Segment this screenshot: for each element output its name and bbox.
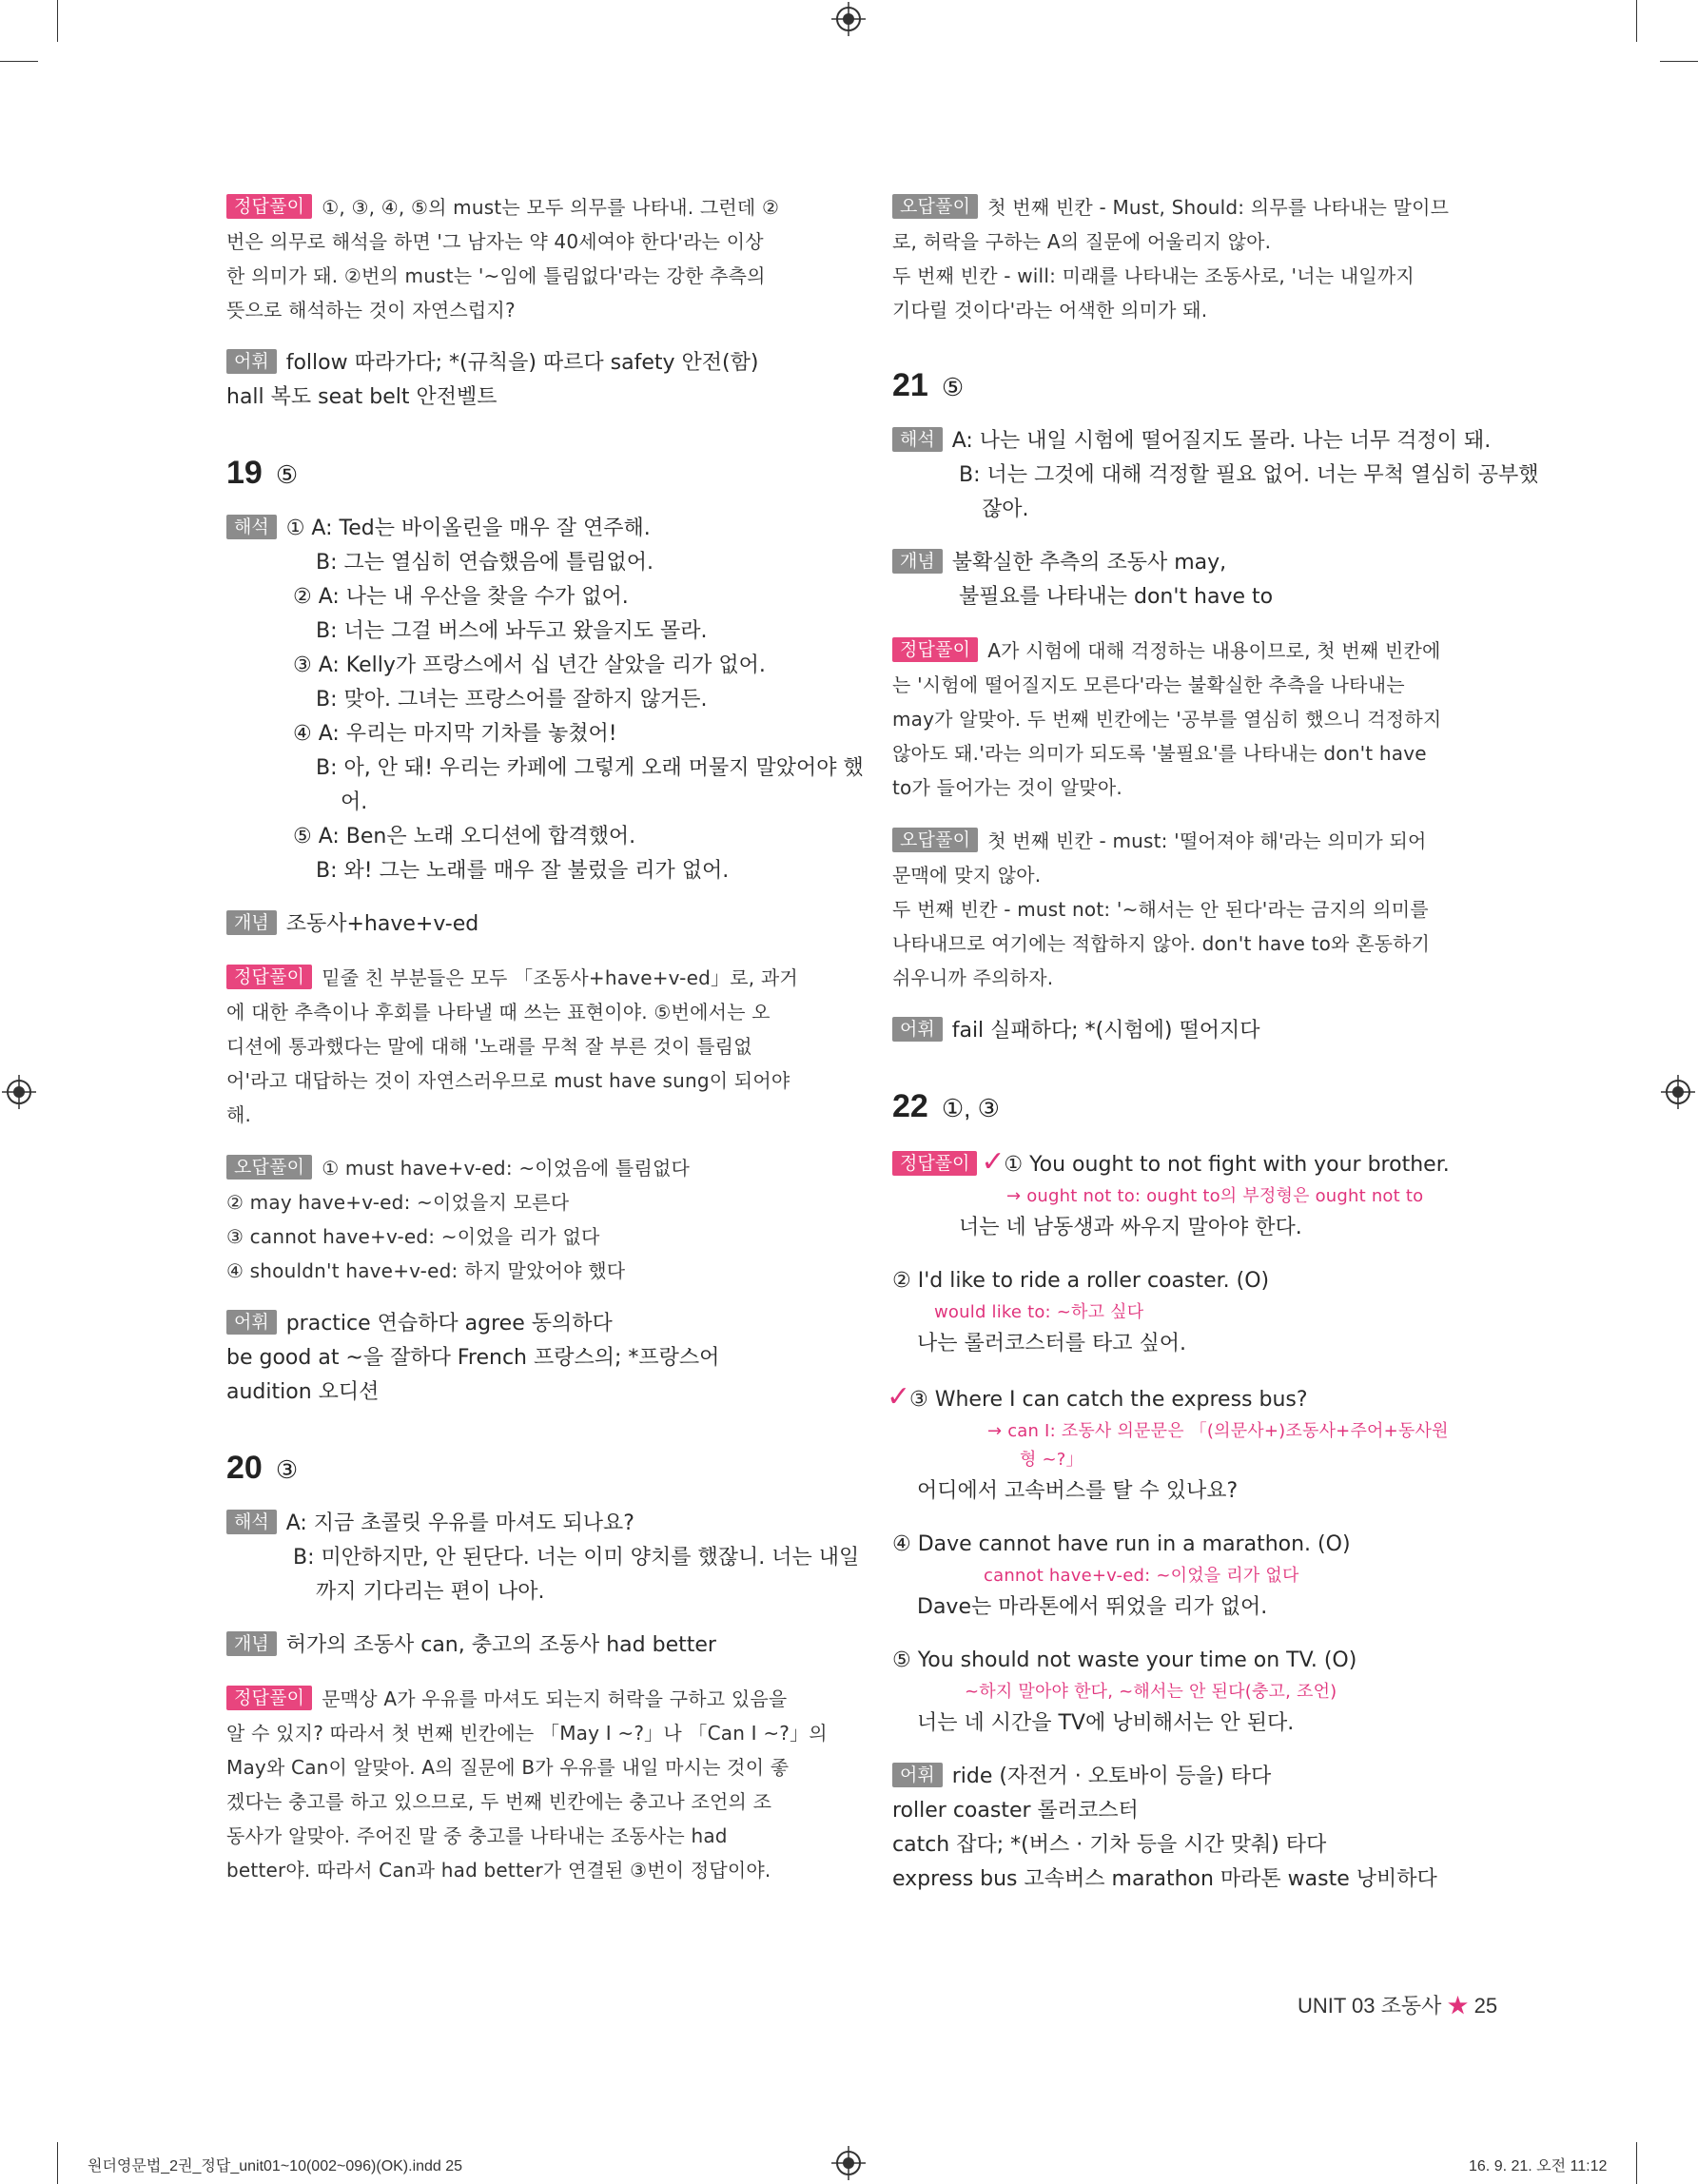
text-line: 해. [226,1103,252,1126]
registration-mark-icon [1661,1075,1695,1109]
q21-wrong-explanation [892,824,1501,995]
text-line: ① A: Ted는 바이올린을 매우 잘 연주해. [285,517,651,540]
correction-note: → ought not to: ought to의 부정형은 ought not to [1006,1186,1424,1206]
crop-mark [1636,2142,1637,2184]
text-line: B: 아, 안 돼! 우리는 카페에 그렇게 오래 머물지 말았어야 했 [316,756,864,780]
wrong-tag: 오답풀이 [892,194,978,219]
text-line: B: 맞아. 그녀는 프랑스어를 잘하지 않거든. [316,688,708,712]
q20-translation [226,1507,860,1609]
text-line: fail 실패하다; *(시험에) 떨어지다 [951,1019,1260,1043]
question-number: 20 [226,1450,263,1486]
vocab-tag: 어휘 [892,1017,943,1042]
text-line: B: 너는 그것에 대해 걱정할 필요 없어. 너는 무척 열심히 공부했 [959,463,1539,487]
sentence: ① You ought to not fight with your brother. [1004,1153,1450,1177]
text-line: 두 번째 빈칸 - must not: '~해서는 안 된다'라는 금지의 의미를 [892,898,1429,921]
text-line: ② A: 나는 내 우산을 찾을 수가 없어. [293,585,629,609]
q19-wrong-explanation [226,1151,835,1288]
text-line: ⑤ A: Ben은 노래 오디션에 합격했어. [293,825,636,848]
q19-translation [226,512,864,888]
text-line: 않아도 돼.'라는 의미가 되도록 '불필요'를 나타내는 don't have [892,742,1427,765]
text-line: 두 번째 빈칸 - will: 미래를 나타내는 조동사로, '너는 내일까지 [892,264,1415,287]
right-column [887,190,1539,1916]
question-number: 22 [892,1088,928,1124]
q22-item [892,1145,1501,1245]
text-line: ①, ③, ④, ⑤의 must는 모두 의무를 나타내. 그런데 ② [322,196,780,219]
text-line: 잖아. [982,497,1029,521]
q21-concept [892,546,1501,614]
text-line: ① must have+v-ed: ~이었음에 틀림없다 [322,1157,690,1180]
sentence: ③ Where I can catch the express bus? [909,1388,1308,1412]
text-line: A: 나는 내일 시험에 떨어질지도 몰라. 나는 너무 걱정이 돼. [951,429,1492,453]
question-heading [892,1082,1501,1132]
crop-mark [57,2142,58,2184]
correction-note: 형 ~?」 [1020,1450,1083,1470]
text-line: 알 수 있지? 따라서 첫 번째 빈칸에는 「May I ~?」나 「Can I ~?」의 [226,1722,828,1745]
print-slug-filename: 원더영문법_2권_정답_unit01~10(002~096)(OK).indd 25 [88,2158,463,2174]
text-line: ③ cannot have+v-ed: ~이었을 리가 없다 [226,1225,600,1248]
text-line: B: 너는 그걸 버스에 놔두고 왔을지도 몰라. [316,619,708,643]
check-mark-icon: ✓ [981,1145,1005,1179]
translation-tag: 해석 [226,1510,277,1534]
q20-concept [226,1628,835,1663]
translation-tag: 해석 [892,427,943,452]
text-line: 어'라고 대답하는 것이 자연스러우므로 must have sung이 되어야 [226,1069,790,1092]
translation-line: 나는 롤러코스터를 타고 싶어. [917,1332,1186,1355]
question-number: 19 [226,455,263,491]
question-answer: ⑤ [941,373,965,401]
text-line: better야. 따라서 Can과 had better가 연결된 ③번이 정답이야. [226,1859,771,1882]
translation-line: Dave는 마라톤에서 뛰었을 리가 없어. [917,1595,1268,1619]
star-icon: ★ [1447,1994,1469,2018]
q20-answer-explanation [226,1682,835,1887]
question-number: 21 [892,367,928,403]
question-heading [226,449,835,498]
concept-tag: 개념 [226,910,277,935]
vocab-tag: 어휘 [226,349,277,374]
question-answer: ⑤ [275,460,299,489]
text-line: to가 들어가는 것이 알맞아. [892,776,1122,799]
text-line: B: 그는 열심히 연습했음에 틀림없어. [316,551,654,575]
question-heading [226,1444,835,1493]
concept-tag: 개념 [226,1631,277,1656]
text-line: ③ A: Kelly가 프랑스에서 십 년간 살았을 리가 없어. [293,653,766,677]
answer-tag: 정답풀이 [892,637,978,662]
text-line: ④ shouldn't have+v-ed: 하지 말았어야 했다 [226,1259,626,1282]
correction-note: cannot have+v-ed: ~이었을 리가 없다 [984,1566,1299,1586]
q22-vocab [892,1760,1501,1897]
text-line: 번은 의무로 해석을 하면 '그 남자는 약 40세여야 한다'라는 이상 [226,230,764,253]
sentence: ② I'd like to ride a roller coaster. (O) [892,1269,1270,1293]
wrong-tag: 오답풀이 [892,828,978,852]
registration-mark-icon [2,1075,36,1109]
text-line: ② may have+v-ed: ~이었을지 모른다 [226,1191,570,1214]
text-line: May와 Can이 알맞아. A의 질문에 B가 우유를 내일 마시는 것이 좋 [226,1756,790,1779]
text-line: 기다릴 것이다'라는 어색한 의미가 돼. [892,299,1208,322]
text-line: may가 알맞아. 두 번째 빈칸에는 '공부를 열심히 했으니 걱정하지 [892,708,1442,731]
q22-item [892,1528,1501,1625]
question-answer: ①, ③ [941,1094,1000,1122]
text-line: 에 대한 추측이나 후회를 나타낼 때 쓰는 표현이야. ⑤번에서는 오 [226,1001,771,1024]
question-heading [892,361,1501,411]
q20-wrong-explanation [892,190,1501,327]
text-line: 첫 번째 빈칸 - must: '떨어져야 해'라는 의미가 되어 [987,829,1427,852]
text-line: 첫 번째 빈칸 - Must, Should: 의무를 나타내는 말이므 [987,196,1450,219]
page-number: 25 [1474,1994,1498,2018]
print-slug-timestamp: 16. 9. 21. 오전 11:12 [1469,2158,1608,2174]
crop-mark [0,61,38,62]
registration-mark-icon [831,2,866,36]
translation-line: 어디에서 고속버스를 탈 수 있나요? [917,1479,1239,1503]
check-mark-icon: ✓ [887,1380,911,1414]
text-line: 한 의미가 돼. ②번의 must는 '~임에 틀림없다'라는 강한 추측의 [226,264,766,287]
text-line: audition 오디션 [226,1380,380,1404]
text-line: 는 '시험에 떨어질지도 모른다'라는 불확실한 추측을 나타내는 [892,673,1405,696]
text-line: A가 시험에 대해 걱정하는 내용이므로, 첫 번째 빈칸에 [987,639,1441,662]
translation-tag: 해석 [226,515,277,539]
text-line: catch 잡다; *(버스 · 기차 등을 시간 맞춰) 타다 [892,1833,1327,1857]
unit-label: UNIT 03 조동사 [1298,1994,1442,2018]
translation-line: 너는 네 시간을 TV에 낭비해서는 안 된다. [917,1711,1295,1735]
text-line: 밑줄 친 부분들은 모두 「조동사+have+v-ed」로, 과거 [322,966,798,989]
q21-vocab [892,1014,1501,1048]
concept-tag: 개념 [892,549,943,574]
q22-item [892,1644,1501,1741]
answer-tag: 정답풀이 [892,1151,977,1176]
sentence: ⑤ You should not waste your time on TV. (O) [892,1648,1357,1672]
answer-tag: 정답풀이 [226,1686,312,1710]
text-line: 디션에 통과했다는 말에 대해 '노래를 무척 잘 부른 것이 틀림없 [226,1035,752,1058]
text-line: follow 따라가다; *(규칙을) 따르다 safety 안전(함) [285,351,759,375]
text-line: 불확실한 추측의 조동사 may, [951,551,1227,575]
q21-answer-explanation [892,634,1501,805]
correction-note: → can I: 조동사 의문문은 「(의문사+)조동사+주어+동사원 [987,1421,1449,1441]
text-line: B: 와! 그는 노래를 매우 잘 불렀을 리가 없어. [316,859,730,883]
text-line: 문맥에 맞지 않아. [892,864,1042,887]
text-line: 쉬우니까 주의하자. [892,966,1054,989]
sentence: ④ Dave cannot have run in a marathon. (O) [892,1532,1351,1556]
text-line: 까지 기다리는 편이 나아. [316,1580,545,1604]
text-line: B: 미안하지만, 안 된단다. 너는 이미 양치를 했잖니. 너는 내일 [293,1546,860,1570]
q22-item [892,1264,1501,1361]
q18-answer-explanation [226,190,835,327]
text-line: 동사가 알맞아. 주어진 말 중 충고를 나타내는 조동사는 had [226,1824,728,1847]
answer-tag: 정답풀이 [226,194,312,219]
text-line: hall 복도 seat belt 안전벨트 [226,385,498,409]
text-line: express bus 고속버스 marathon 마라톤 waste 낭비하다 [892,1867,1437,1891]
registration-mark-icon [831,2146,866,2180]
question-answer: ③ [275,1455,299,1484]
text-line: 뜻으로 해석하는 것이 자연스럽지? [226,299,516,322]
text-line: 로, 허락을 구하는 A의 질문에 어울리지 않아. [892,230,1272,253]
left-column [226,190,864,1906]
crop-mark [57,0,58,42]
q19-answer-explanation [226,961,835,1132]
q21-translation [892,424,1539,527]
text-line: 어. [341,790,368,814]
crop-mark [1636,0,1637,42]
text-line: roller coaster 롤러코스터 [892,1799,1139,1823]
q19-vocab [226,1307,835,1410]
q19-concept [226,907,835,942]
correction-note: ~하지 말아야 한다, ~해서는 안 된다(충고, 조언) [965,1682,1337,1702]
text-line: ride (자전거 · 오토바이 등을) 타다 [951,1765,1272,1788]
text-line: 조동사+have+v-ed [285,912,479,936]
vocab-tag: 어휘 [892,1763,943,1787]
text-line: be good at ~을 잘하다 French 프랑스의; *프랑스어 [226,1346,720,1370]
text-line: 문맥상 A가 우유를 마셔도 되는지 허락을 구하고 있음을 [322,1687,788,1710]
text-line: practice 연습하다 agree 동의하다 [285,1312,613,1336]
text-line: 나타내므로 여기에는 적합하지 않아. don't have to와 혼동하기 [892,932,1431,955]
answer-tag: 정답풀이 [226,965,312,989]
text-line: 불필요를 나타내는 don't have to [959,585,1274,609]
text-line: 허가의 조동사 can, 충고의 조동사 had better [285,1633,716,1657]
translation-line: 너는 네 남동생과 싸우지 말아야 한다. [959,1216,1302,1239]
vocab-tag: 어휘 [226,1310,277,1335]
text-line: A: 지금 초콜릿 우유를 마셔도 되나요? [285,1511,634,1535]
crop-mark [1660,61,1698,62]
wrong-tag: 오답풀이 [226,1155,312,1180]
q18-vocab [226,346,835,415]
page-footer [1298,1990,1497,2019]
text-line: 겠다는 충고를 하고 있으므로, 두 번째 빈칸에는 충고나 조언의 조 [226,1790,772,1813]
correction-note: would like to: ~하고 싶다 [934,1302,1144,1322]
text-line: ④ A: 우리는 마지막 기차를 놓쳤어! [293,722,617,746]
q22-item [887,1380,1501,1509]
